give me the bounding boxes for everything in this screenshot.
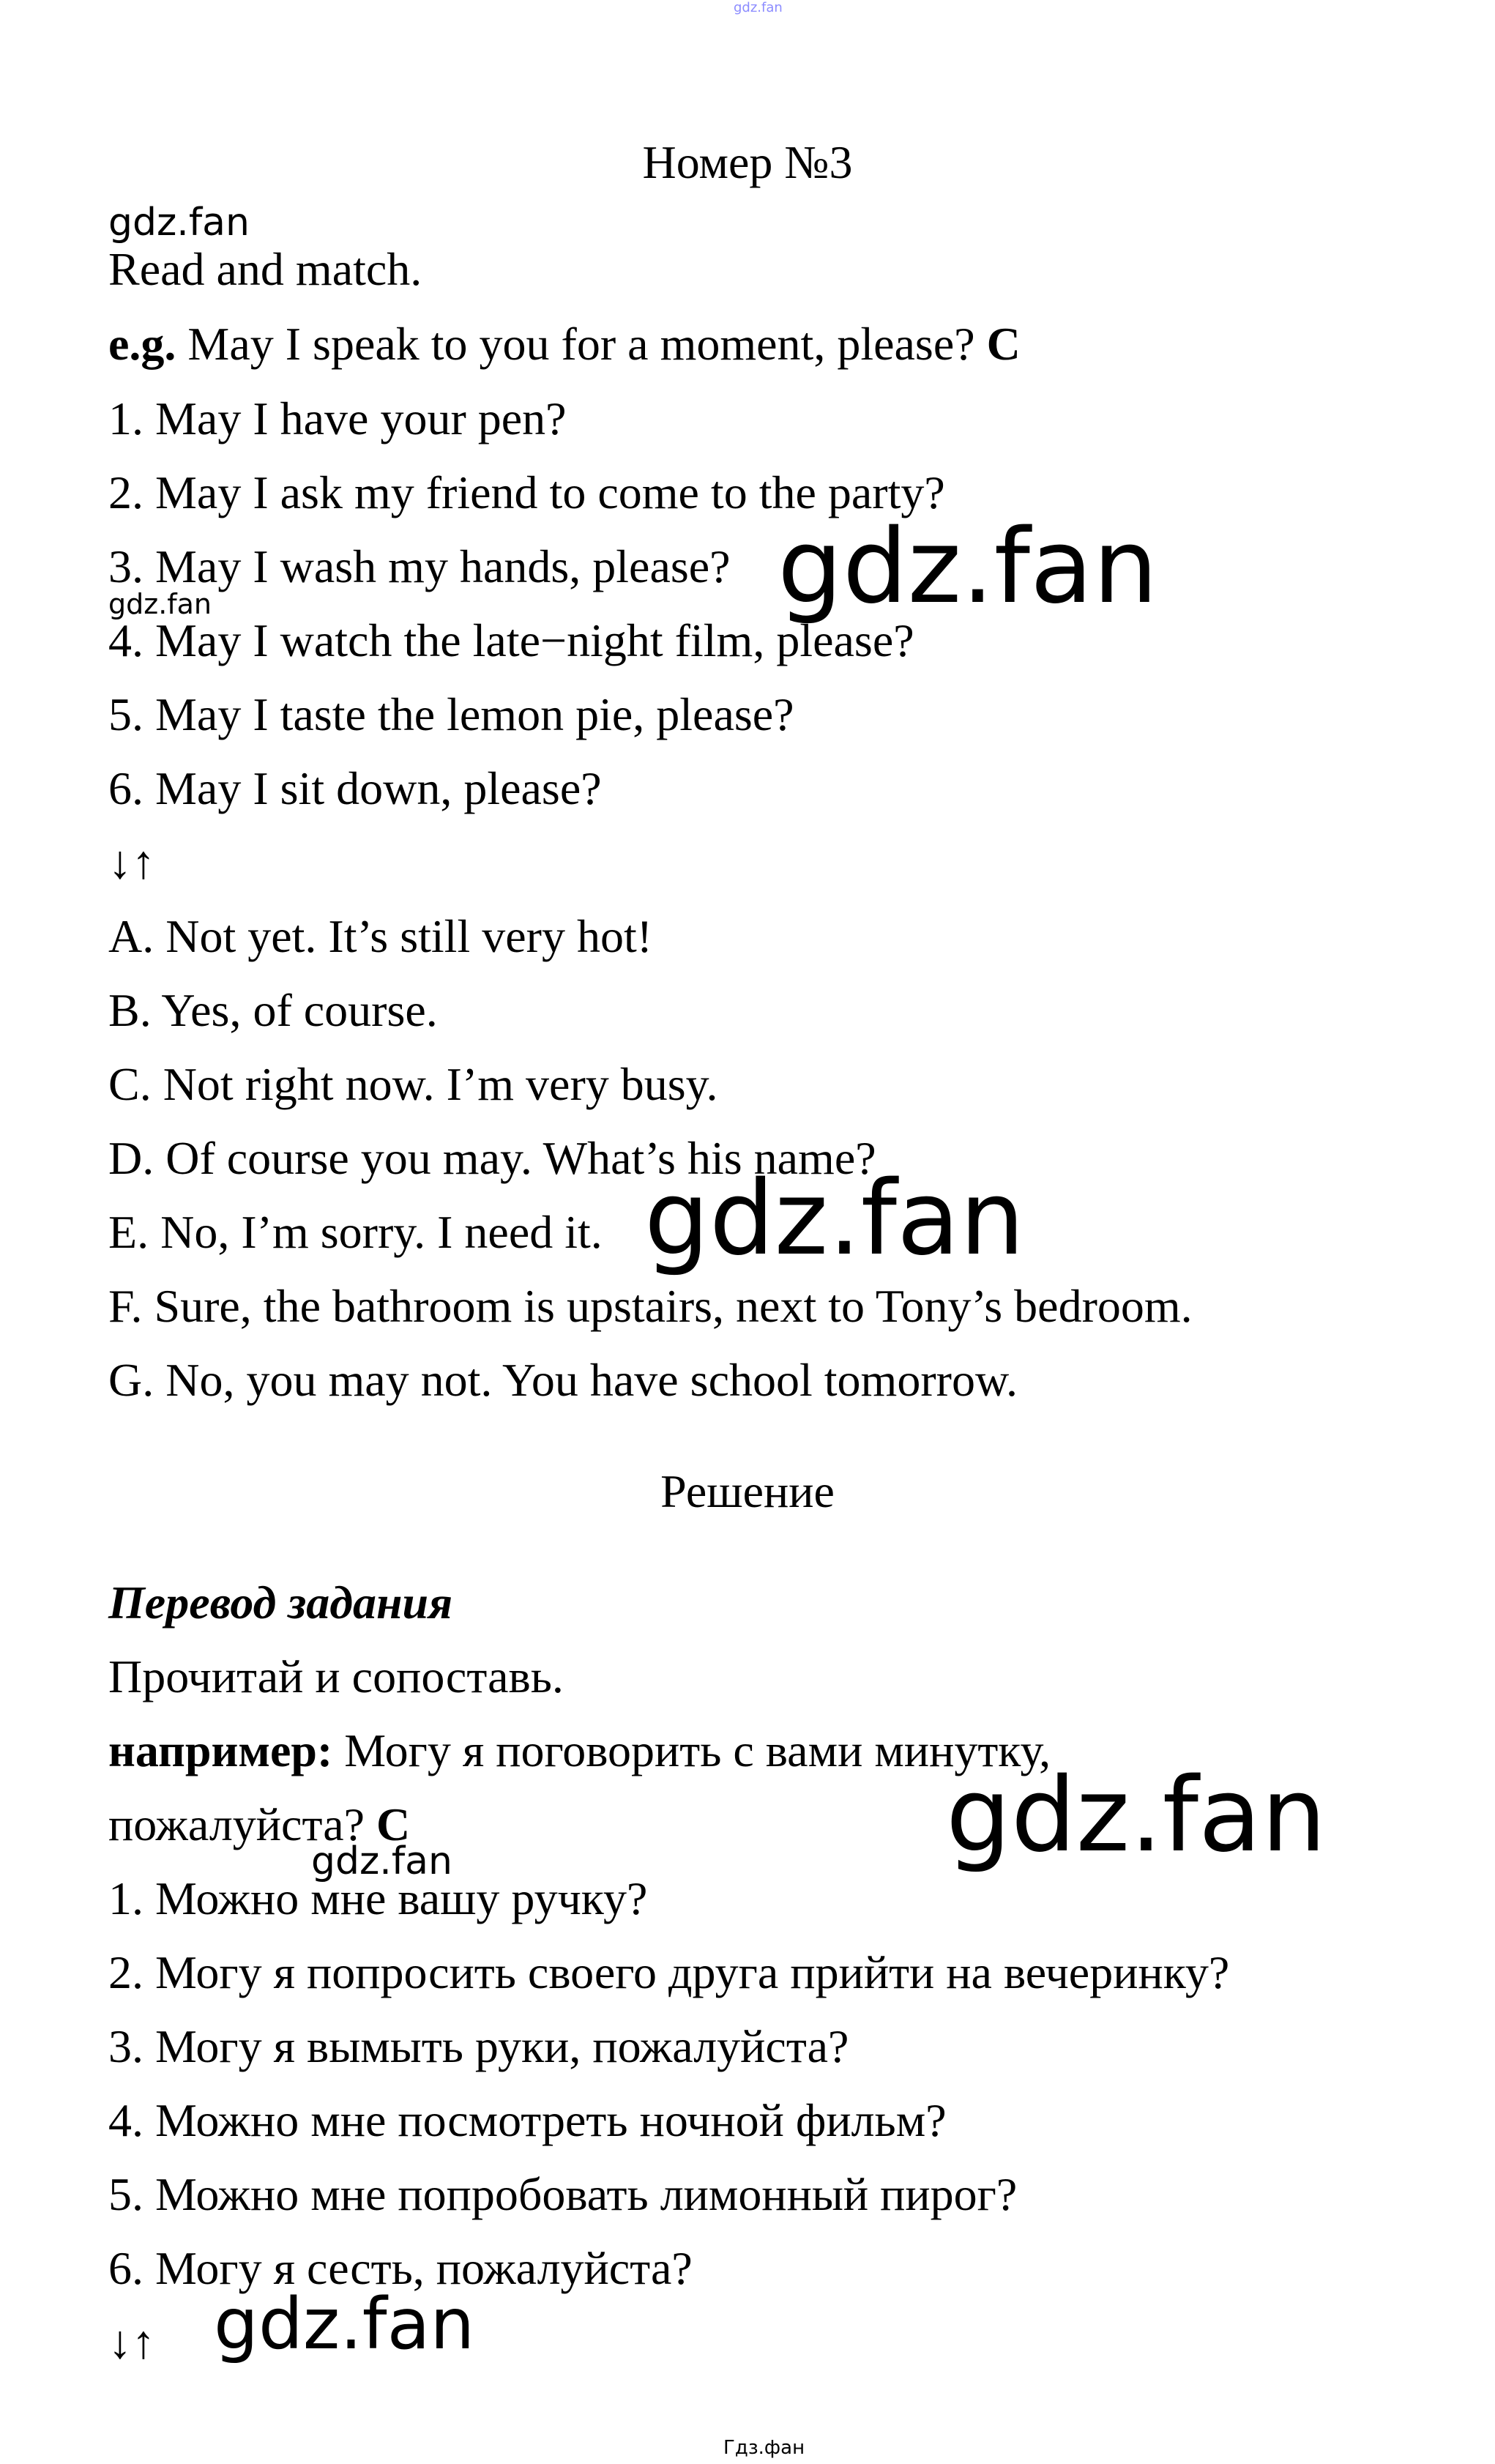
watermark-small-2: gdz.fan [311, 1839, 452, 1883]
answer-b: B. Yes, of course. [108, 984, 438, 1036]
solution-question-3: 3. Могу я вымыть руки, пожалуйста? [108, 2020, 849, 2072]
answer-d: D. Of course you may. What’s his name? [108, 1132, 876, 1184]
solution-heading: Решение [660, 1465, 835, 1517]
page-title: Номер №3 [642, 136, 853, 188]
watermark-medium: gdz.fan [214, 2283, 475, 2365]
solution-match-arrows-icon: ↓↑ [108, 2316, 155, 2368]
answer-c: C. Not right now. I’m very busy. [108, 1058, 718, 1110]
translation-heading: Перевод задания [108, 1577, 453, 1629]
example-text: May I speak to you for a moment, please? [176, 318, 987, 370]
question-2: 2. May I ask my friend to come to the party? [108, 466, 945, 518]
solution-question-4: 4. Можно мне посмотреть ночной фильм? [108, 2094, 947, 2146]
answer-a: A. Not yet. It’s still very hot! [108, 910, 653, 962]
solution-question-1: 1. Можно мне вашу ручку? [108, 1872, 648, 1924]
question-3: 3. May I wash my hands, please? [108, 540, 731, 592]
answer-g: G. No, you may not. You have school tomorrow. [108, 1354, 1018, 1406]
watermark-big-3: gdz.fan [946, 1756, 1327, 1875]
task-instruction: Read and match. [108, 243, 422, 295]
watermark-tiny-1: gdz.fan [108, 588, 212, 620]
watermark-big-1: gdz.fan [778, 507, 1158, 627]
solution-example-label: например: [108, 1724, 333, 1776]
solution-example-text-1: Могу я поговорить с вами минутку, [332, 1724, 1051, 1776]
question-6: 6. May I sit down, please? [108, 762, 602, 814]
solution-example-text-2: пожалуйста? [108, 1798, 376, 1850]
solution-question-6: 6. Могу я сесть, пожалуйста? [108, 2242, 693, 2294]
watermark-big-2: gdz.fan [644, 1159, 1025, 1278]
solution-example-answer: C [376, 1798, 411, 1850]
solution-question-5: 5. Можно мне попробовать лимонный пирог? [108, 2168, 1018, 2220]
example-label: e.g. [108, 318, 176, 370]
solution-example-line-1 [108, 1724, 1051, 1776]
task-example [108, 318, 1021, 370]
watermark-small-1: gdz.fan [108, 201, 250, 245]
solution-question-2: 2. Могу я попросить своего друга прийти на вечеринку? [108, 1946, 1230, 1998]
top-watermark: gdz.fan [734, 0, 783, 15]
example-answer: C [986, 318, 1021, 370]
question-5: 5. May I taste the lemon pie, please? [108, 688, 794, 740]
match-arrows-icon: ↓↑ [108, 836, 155, 888]
question-1: 1. May I have your pen? [108, 392, 567, 444]
solution-instruction: Прочитай и сопоставь. [108, 1650, 564, 1702]
question-4: 4. May I watch the late−night film, please? [108, 614, 914, 666]
answer-e: E. No, I’m sorry. I need it. [108, 1206, 603, 1258]
footer-watermark: Гдз.фан [723, 2437, 805, 2459]
answer-f: F. Sure, the bathroom is upstairs, next to Tony’s bedroom. [108, 1280, 1193, 1332]
